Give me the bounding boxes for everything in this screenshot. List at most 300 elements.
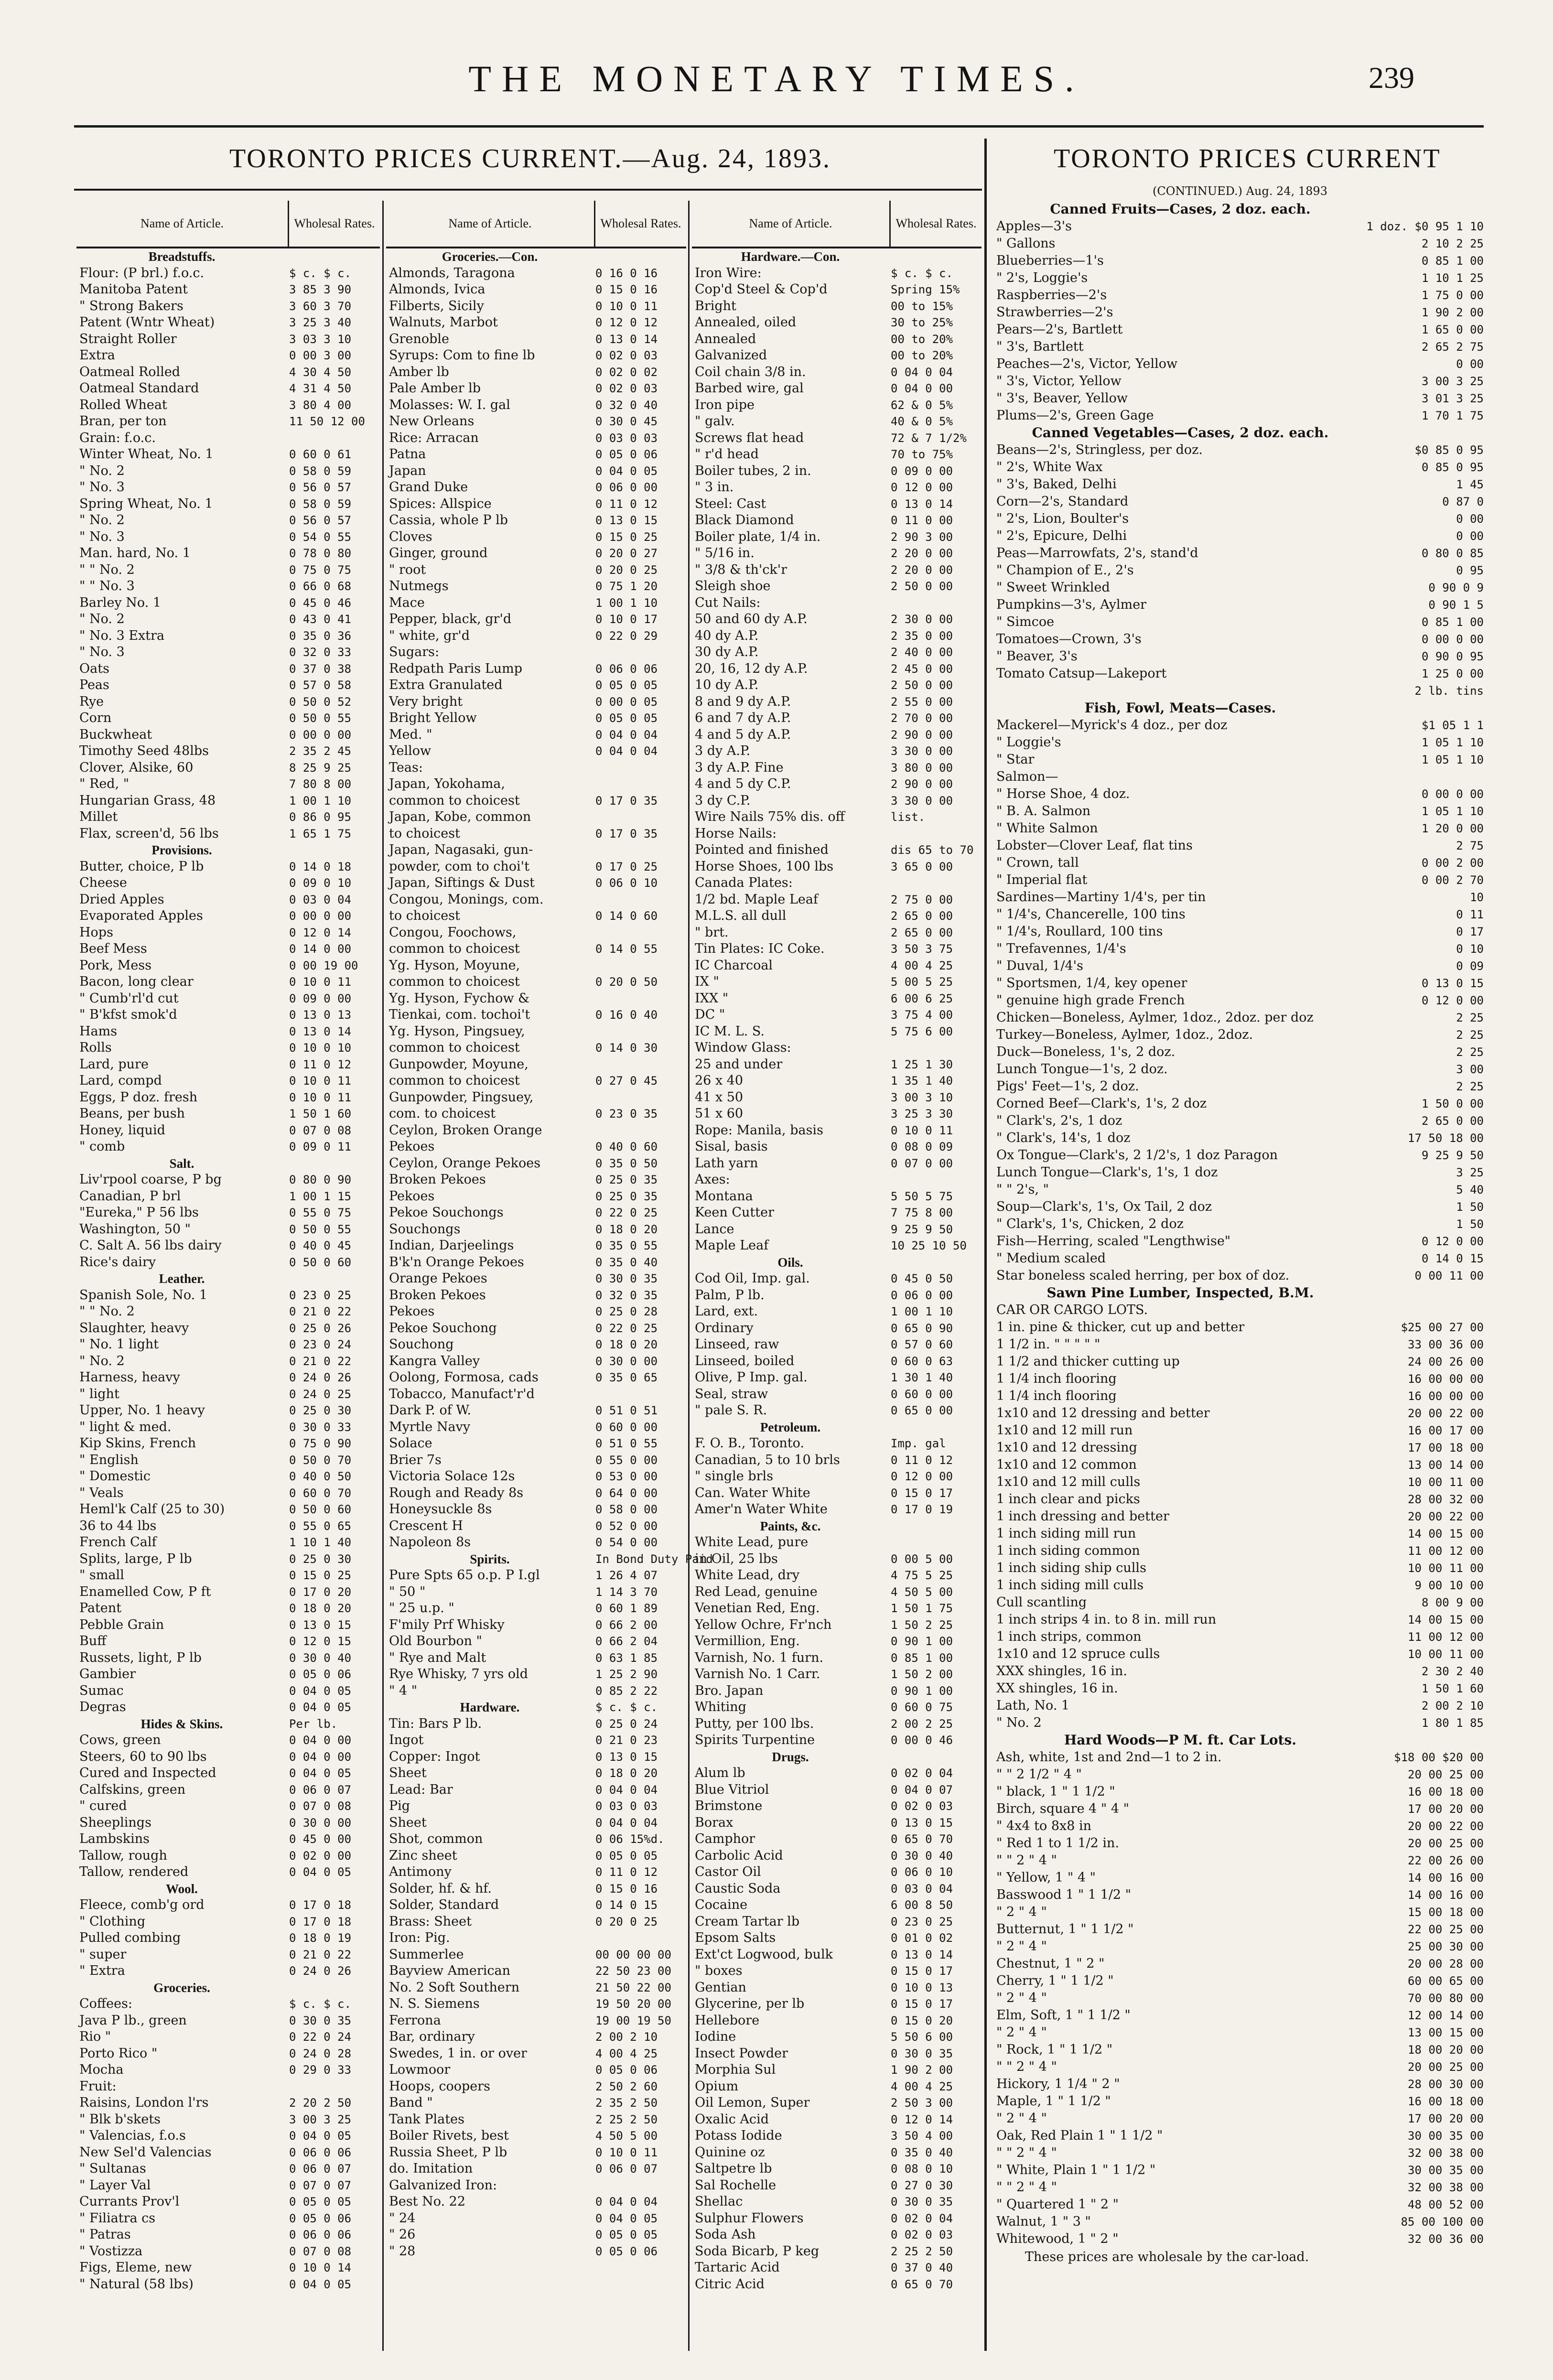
price-row [76,1749,380,1766]
article-name: Millet [79,809,118,824]
article-name: Boiler plate, 1/4 in. [695,529,821,544]
price-row [76,1666,380,1683]
price-row [996,2076,1484,2093]
article-name: Porto Rico " [79,2046,158,2061]
price-row [692,265,981,282]
wholesale-rate: 5 50 6 00 [891,2030,953,2044]
wholesale-rate: 0 35 0 40 [595,1255,658,1269]
article-name: White Lead, dry [695,1568,800,1583]
price-row [76,2210,380,2227]
wholesale-rate: 30 00 35 00 [1408,2164,1484,2177]
price-row [386,2177,686,2194]
wholesale-rate: 2 90 0 00 [891,777,953,791]
article-name: Window Glass: [695,1040,791,1055]
wholesale-rate: 0 58 0 59 [289,464,352,478]
continued-list [996,201,1484,2248]
price-row [996,1955,1484,1972]
article-name: Oils. [777,1255,803,1270]
section-title: TORONTO PRICES CURRENT.—Aug. 24, 1893. [229,144,831,173]
price-row [996,1714,1484,1732]
price-row [692,1271,981,1287]
wholesale-rate: 0 30 0 35 [289,2014,352,2027]
price-row [692,760,981,776]
wholesale-rate: 0 85 1 00 [1421,615,1484,629]
price-row [76,1897,380,1914]
article-name: Heml'k Calf (25 to 30) [79,1502,225,1517]
wholesale-rate: 0 10 0 11 [289,975,352,989]
article-name: Birch, square 4 " 4 " [996,1801,1130,1816]
wholesale-rate: 8 25 9 25 [289,761,352,775]
article-name: " super [79,1947,127,1962]
wholesale-rate [886,826,981,842]
price-row [76,2029,380,2046]
article-name: Solace [389,1436,432,1451]
article-name: Buckwheat [79,727,152,742]
wholesale-rate: 10 [1470,891,1484,904]
article-name: " Gallons [996,236,1056,251]
price-row [386,1864,686,1881]
wholesale-rate: 0 15 0 16 [595,1882,658,1895]
wholesale-rate: 24 00 26 00 [1408,1355,1484,1368]
price-row [76,1122,380,1139]
article-name: Basswood 1 " 1 1/2 " [996,1887,1132,1902]
wholesale-rate: 0 25 0 26 [289,1321,352,1335]
article-name: Steers, 60 to 90 lbs [79,1749,207,1764]
price-row [692,1073,981,1089]
price-row [386,793,686,809]
article-name: Sardines—Martiny 1/4's, per tin [996,890,1206,905]
article-name: 8 and 9 dy A.P. [695,694,791,709]
article-name: Extra [79,348,115,363]
article-name: Steel: Cast [695,496,766,511]
article-name: " Simcoe [996,614,1055,629]
article-name: Pig [389,1798,410,1813]
article-name: Fleece, comb'g ord [79,1897,205,1912]
article-name: Hardware. [460,1700,520,1714]
article-name: Yg. Hyson, Moyune, [389,958,520,973]
price-row [692,727,981,743]
wholesale-rate: 30 to 25% [891,316,953,329]
article-name: " 4 " [389,1683,418,1698]
price-row [692,793,981,809]
article-name: Groceries.—Con. [442,249,538,264]
price-row [76,1518,380,1535]
wholesale-rate: 11 00 12 00 [1408,1630,1484,1644]
wholesale-rate: 0 57 0 60 [891,1338,953,1351]
price-row [386,644,686,661]
price-row [386,347,686,364]
wholesale-rate: 0 00 19 00 [289,958,358,972]
price-row [76,1254,380,1271]
article-name: " Sportsmen, 1/4, key opener [996,976,1187,991]
price-row [386,1452,686,1469]
wholesale-rate: 0 63 1 85 [595,1651,658,1665]
wholesale-rate [284,1881,380,1897]
wholesale-rate: 11 00 12 00 [1408,1544,1484,1558]
category-heading [76,1716,380,1733]
wholesale-rate: 7 80 8 00 [289,777,352,791]
article-name: " English [79,1452,139,1467]
price-row [692,1947,981,1963]
article-name: 1 inch siding common [996,1543,1140,1558]
wholesale-rate: 16 00 00 00 [1408,1389,1484,1403]
wholesale-rate: 0 23 0 35 [595,1107,658,1120]
wholesale-rate: 0 29 0 33 [289,2063,352,2077]
wholesale-rate: 0 06 0 10 [891,1865,953,1879]
price-row [76,1584,380,1601]
price-row [386,991,686,1007]
article-name: Peas—Marrowfats, 2's, stand'd [996,546,1198,560]
continued-subtitle: (CONTINUED.) Aug. 24, 1893 [1153,184,1327,198]
price-row [76,2128,380,2144]
article-name: Orange Pekoes [389,1271,487,1286]
price-row [386,1139,686,1155]
price-row [386,892,686,908]
price-row [996,1783,1484,1800]
wholesale-rate: 2 50 2 60 [595,2079,658,2093]
price-row [996,218,1484,235]
price-row [692,1666,981,1683]
wholesale-rate: 0 35 0 36 [289,629,352,643]
wholesale-rate: 0 14 0 15 [1421,1252,1484,1265]
wholesale-rate: 0 18 0 20 [289,1602,352,1615]
article-name: Old Bourbon " [389,1634,482,1648]
price-row [692,1336,981,1353]
article-name: Spirits Turpentine [695,1733,815,1747]
price-row [76,2062,380,2078]
wholesale-rate [284,1271,380,1287]
article-name: " 28 [389,2243,416,2259]
price-row [692,1716,981,1733]
article-name: Rough and Ready 8s [389,1485,524,1500]
wholesale-rate: 0 35 0 65 [595,1371,658,1384]
wholesale-rate: 2 25 [1456,1028,1484,1042]
price-row [386,397,686,414]
article-name: Elm, Soft, 1 " 1 1/2 " [996,2008,1131,2023]
wholesale-rate: 0 50 0 55 [289,711,352,725]
wholesale-rate: 0 02 0 04 [891,1766,953,1780]
article-name: Yellow [389,743,431,758]
price-row [76,1007,380,1023]
price-row [386,1732,686,1749]
price-row [76,892,380,908]
article-name: Mace [389,595,425,610]
article-name: Zinc sheet [389,1848,457,1863]
article-name: " No. 2 [79,463,125,478]
wholesale-rate: 0 55 0 00 [595,1453,658,1467]
article-name: Bar, ordinary [389,2029,475,2044]
price-row [386,1633,686,1650]
article-name: Evaporated Apples [79,908,203,923]
article-name: 26 x 40 [695,1073,744,1088]
article-name: French Calf [79,1535,157,1550]
article-name: Groceries. [153,1980,210,1995]
article-name: Butter, choice, P lb [79,859,204,874]
wholesale-rate: 0 04 0 07 [891,1783,953,1797]
wholesale-rate: 0 65 0 00 [891,1404,953,1417]
price-row [76,859,380,875]
price-row [386,1765,686,1782]
wholesale-rate: 3 00 3 25 [289,2112,352,2126]
wholesale-rate: 0 56 0 57 [289,481,352,494]
wholesale-rate: 3 50 3 75 [891,942,953,956]
wholesale-rate: 1 65 1 75 [289,827,352,840]
price-row [996,459,1484,476]
wholesale-rate: $1 05 1 1 [1421,719,1484,732]
wholesale-rate: 2 35 0 00 [891,629,953,643]
price-row [996,923,1484,940]
article-name: common to choicest [389,974,520,989]
price-row [692,776,981,793]
wholesale-rate: 1 05 1 10 [1421,805,1484,818]
price-row [76,1139,380,1155]
price-row [996,269,1484,287]
article-name: 1x10 and 12 common [996,1457,1137,1472]
price-row [76,496,380,513]
wholesale-rate: 2 25 2 50 [595,2112,658,2126]
price-row [386,1155,686,1172]
wholesale-rate: 0 15 0 17 [891,1997,953,2011]
wholesale-rate: 0 10 0 11 [595,299,658,313]
wholesale-rate: 0 75 1 20 [595,580,658,593]
wholesale-rate: 0 05 0 05 [595,1849,658,1863]
wholesale-rate: 0 13 0 14 [595,332,658,346]
wholesale-rate: 0 08 0 10 [891,2162,953,2175]
price-row [386,1386,686,1403]
price-row [996,1972,1484,1990]
article-name: Raisins, London l'rs [79,2095,209,2110]
wholesale-rate: 3 30 0 00 [891,744,953,758]
wholesale-rate: 0 15 0 20 [891,2014,953,2027]
article-name: " Valencias, f.o.s [79,2128,186,2143]
article-name: Almonds, Taragona [389,265,515,280]
price-row [692,578,981,595]
price-row [692,941,981,958]
wholesale-rate: 0 13 0 15 [595,1750,658,1764]
wholesale-rate [591,925,686,941]
price-row [692,314,981,331]
wholesale-rate: 1 10 1 40 [289,1536,352,1549]
article-name: Congou, Foochows, [389,925,517,940]
wholesale-rate: 19 50 20 00 [595,1997,671,2011]
article-name: Corn [79,711,112,725]
article-name: Grain: f.o.c. [79,430,156,445]
price-row [386,1369,686,1386]
article-name: " 3's, Baked, Delhi [996,477,1117,492]
wholesale-rate: 16 00 18 00 [1408,1785,1484,1798]
price-row [76,809,380,826]
wholesale-rate: 4 00 4 25 [595,2046,658,2060]
article-name: Salt. [169,1156,194,1171]
article-name: Strawberries—2's [996,305,1113,320]
wholesale-rate: 1 80 1 85 [1421,1716,1484,1730]
article-name: Manitoba Patent [79,282,188,297]
wholesale-rate: 0 23 0 25 [289,1288,352,1302]
article-name: Lunch Tongue—1's, 2 doz. [996,1062,1168,1077]
article-name: " 3 in. [695,480,734,495]
price-row [996,940,1484,958]
price-row [76,347,380,364]
price-row [692,562,981,579]
article-name: " Layer Val [79,2177,151,2193]
wholesale-rate: 1 05 1 10 [1421,736,1484,749]
article-name: Dark P. of W. [389,1403,471,1418]
price-row [386,1205,686,1221]
article-name: Soda Ash [695,2227,756,2242]
wholesale-rate: 0 66 2 04 [595,1635,658,1648]
wholesale-rate: 1 00 1 10 [891,1305,953,1318]
category-heading [692,248,981,265]
price-row [76,793,380,809]
price-row [386,430,686,447]
article-name: Bright Yellow [389,711,477,725]
price-row [996,1181,1484,1198]
article-name: " No. 3 [79,529,125,544]
column-divider [688,201,690,2351]
wholesale-rate: 0 66 0 68 [289,580,352,593]
price-row [76,908,380,925]
wholesale-rate: 0 15 0 16 [595,283,658,296]
article-name: Star boneless scaled herring, per box of doz. [996,1268,1290,1283]
article-name: " cured [79,1798,127,1813]
wholesale-rate: 1 50 2 25 [891,1618,953,1632]
price-row [692,1238,981,1254]
price-row [692,281,981,298]
wholesale-rate: 0 06 0 06 [289,2228,352,2241]
article-name: " Rock, 1 " 1 1/2 " [996,2042,1113,2057]
price-row [692,1155,981,1172]
price-row [76,562,380,579]
article-name: Currants Prov'l [79,2194,180,2209]
wholesale-rate: 0 05 0 06 [595,2063,658,2077]
article-name: 1 inch strips, common [996,1629,1142,1644]
price-row [76,1848,380,1864]
wholesale-rate: 0 90 1 00 [891,1635,953,1648]
price-row [76,364,380,381]
article-name: "Eureka," P 56 lbs [79,1205,199,1220]
article-name: Solder, Standard [389,1897,499,1912]
article-name: Slaughter, heavy [79,1320,189,1335]
price-row [76,1040,380,1056]
wholesale-rate: 2 65 0 00 [1421,1114,1484,1128]
article-name: Hams [79,1023,118,1039]
article-name: Drugs. [772,1749,809,1764]
article-name: Cured and Inspected [79,1766,216,1780]
article-name: 40 dy A.P. [695,628,759,643]
wholesale-rate: 3 03 3 10 [289,332,352,346]
price-row [996,2093,1484,2110]
article-name: Horse Nails: [695,826,777,841]
price-row [76,463,380,480]
article-name: Crescent H [389,1518,463,1533]
wholesale-rate: In Bond Duty Paid [595,1552,713,1566]
price-row [76,1534,380,1551]
article-name: " " 2's, " [996,1182,1049,1197]
wholesale-rate: 2 25 [1456,1080,1484,1093]
wholesale-rate [284,430,380,447]
wholesale-rate: $0 85 0 95 [1414,443,1484,457]
article-name: Cassia, whole P lb [389,513,508,528]
article-name: Pure Spts 65 o.p. P I.gl [389,1568,540,1583]
price-row [996,1663,1484,1680]
article-name: " 5/16 in. [695,546,755,560]
price-row [76,677,380,694]
price-row [76,446,380,463]
price-row [996,1130,1484,1147]
price-row [386,1716,686,1733]
price-row [76,941,380,958]
article-name: Sal Rochelle [695,2177,776,2193]
wholesale-rate: 0 06 0 06 [595,662,658,676]
article-name: Rye [79,694,104,709]
price-row [76,1765,380,1782]
price-row [386,628,686,645]
article-name: common to choicest [389,1073,520,1088]
wholesale-rate: 0 13 0 15 [891,1816,953,1830]
price-row [996,1267,1484,1284]
price-row [386,1271,686,1287]
wholesale-rate: 0 60 0 00 [595,1420,658,1434]
article-name: Lobster—Clover Leaf, flat tins [996,838,1193,853]
price-row [996,1491,1484,1508]
article-name: " Sultanas [79,2161,146,2176]
wholesale-rate: 1 90 2 00 [891,2063,953,2077]
price-row [386,1320,686,1337]
article-name: Raspberries—2's [996,288,1107,302]
article-name: " light & med. [79,1419,172,1434]
price-row [386,298,686,315]
article-name: Honeysuckle 8s [389,1502,492,1517]
article-name: " No. 2 [996,1715,1042,1730]
article-name: Congou, Monings, com. [389,892,544,907]
article-name: Coil chain 3/8 in. [695,364,806,379]
price-row [996,1594,1484,1611]
wholesale-rate: 0 60 0 61 [289,448,352,461]
price-row [692,1386,981,1403]
wholesale-rate: 0 20 0 25 [595,1915,658,1928]
article-name: Lath yarn [695,1155,758,1171]
wholesale-rate: 1 doz. $0 95 1 10 [1366,220,1484,233]
masthead-rule [74,125,1484,128]
wholesale-rate: 0 80 0 90 [289,1173,352,1186]
price-row [996,1680,1484,1697]
wholesale-rate: 60 00 65 00 [1408,1974,1484,1988]
wholesale-rate [886,1534,981,1551]
price-row [76,1369,380,1386]
article-name: Hoops, coopers [389,2078,491,2094]
price-row [692,892,981,908]
price-row [692,2227,981,2243]
column-header [692,201,981,248]
wholesale-rate: 3 80 0 00 [891,761,953,775]
price-row [386,1040,686,1056]
price-row [996,1800,1484,1818]
wholesale-rate [1364,1732,1484,1749]
price-row [386,1188,686,1205]
price-row [386,743,686,760]
wholesale-rate: 2 65 0 00 [891,909,953,923]
article-name: Camphor [695,1831,755,1846]
wholesale-rate: 28 00 30 00 [1408,2078,1484,2091]
wholesale-rate: 0 09 0 11 [289,1140,352,1153]
article-name: " Yellow, 1 " 4 " [996,1870,1096,1885]
wholesale-rate: 16 00 00 00 [1408,1372,1484,1386]
price-row [386,1073,686,1089]
wholesale-rate: 0 86 0 95 [289,810,352,824]
wholesale-rate: 0 06 0 06 [289,2145,352,2159]
wholesale-rate: 0 04 0 05 [289,2277,352,2291]
article-name: Borax [695,1815,733,1830]
